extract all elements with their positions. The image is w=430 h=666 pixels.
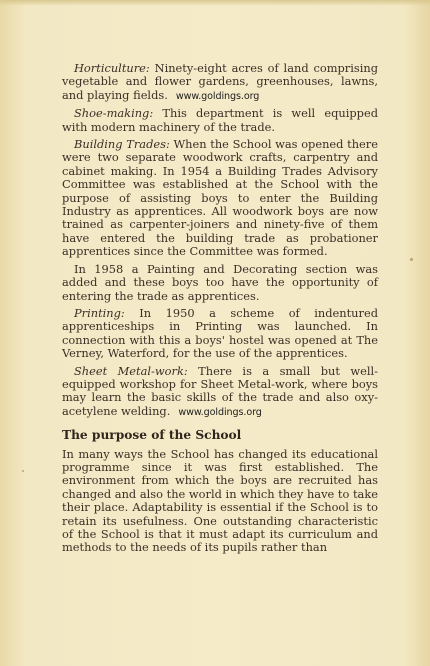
lead-shoemaking: Shoe-making: xyxy=(74,106,154,121)
lead-printing: Printing: xyxy=(74,305,125,320)
paragraph-building-trades xyxy=(62,138,378,259)
text-printing: In 1950 a scheme of indentured apprenticeships in Printing was launched. In connection with this a boys' hostel was opened at The Verney, Waterford, for the use of the apprentices. xyxy=(62,305,378,361)
paragraph-shoemaking xyxy=(62,107,378,134)
text-building-trades: When the School was opened there were two separate woodwork crafts, carpentry and cabinet making. In 1954 a Building Trades Advisory Committee was established at the School with the purpose of assisting boys to enter the Building Industry as apprentices. All woodwork boys are now trained as carpenter-joiners and ninety-five of them have entered the building trade as probationer apprentices since the Committee was formed. xyxy=(62,137,378,259)
paragraph-printing xyxy=(62,307,378,361)
lead-horticulture: Horticulture: xyxy=(74,61,150,75)
paragraph-sheet-metal xyxy=(62,365,378,420)
text-sheet-metal: There is a small but well-equipped workshop for Sheet Metal-work, where boys may learn the basic skills of the trade and also oxy-acetylene welding. xyxy=(62,363,378,418)
page-fold-shadow xyxy=(0,0,430,6)
paragraph-horticulture xyxy=(62,62,378,103)
text-horticulture: Ninety-eight acres of land comprising vegetable and flower gardens, greenhouses, lawns, and playing fields. xyxy=(62,61,378,102)
watermark-url: www.goldings.org xyxy=(178,406,262,418)
section-heading: The purpose of the School xyxy=(62,428,242,443)
lead-building-trades: Building Trades: xyxy=(74,137,170,152)
lead-sheet-metal: Sheet Metal-work: xyxy=(74,363,188,378)
paragraph-purpose: In many ways the School has changed its educational programme since it was first established. The environment from which the boys are recruited has changed and also the world in which they have to take their place. Adaptability is essential if the School is to retain its usefulness. One outstanding characteristic of the School is that it must adapt its curriculum and methods to the needs of its pupils rather than xyxy=(62,446,378,555)
document-body xyxy=(62,62,378,559)
paper-speck xyxy=(410,258,413,261)
paragraph-painting: In 1958 a Painting and Decorating section was added and these boys too have the opportunity of entering the trade as apprentices. xyxy=(62,261,378,303)
text-shoemaking: This department is well equipped with modern machinery of the trade. xyxy=(62,106,378,134)
paper-speck xyxy=(22,470,24,472)
watermark-url: www.goldings.org xyxy=(175,90,260,102)
